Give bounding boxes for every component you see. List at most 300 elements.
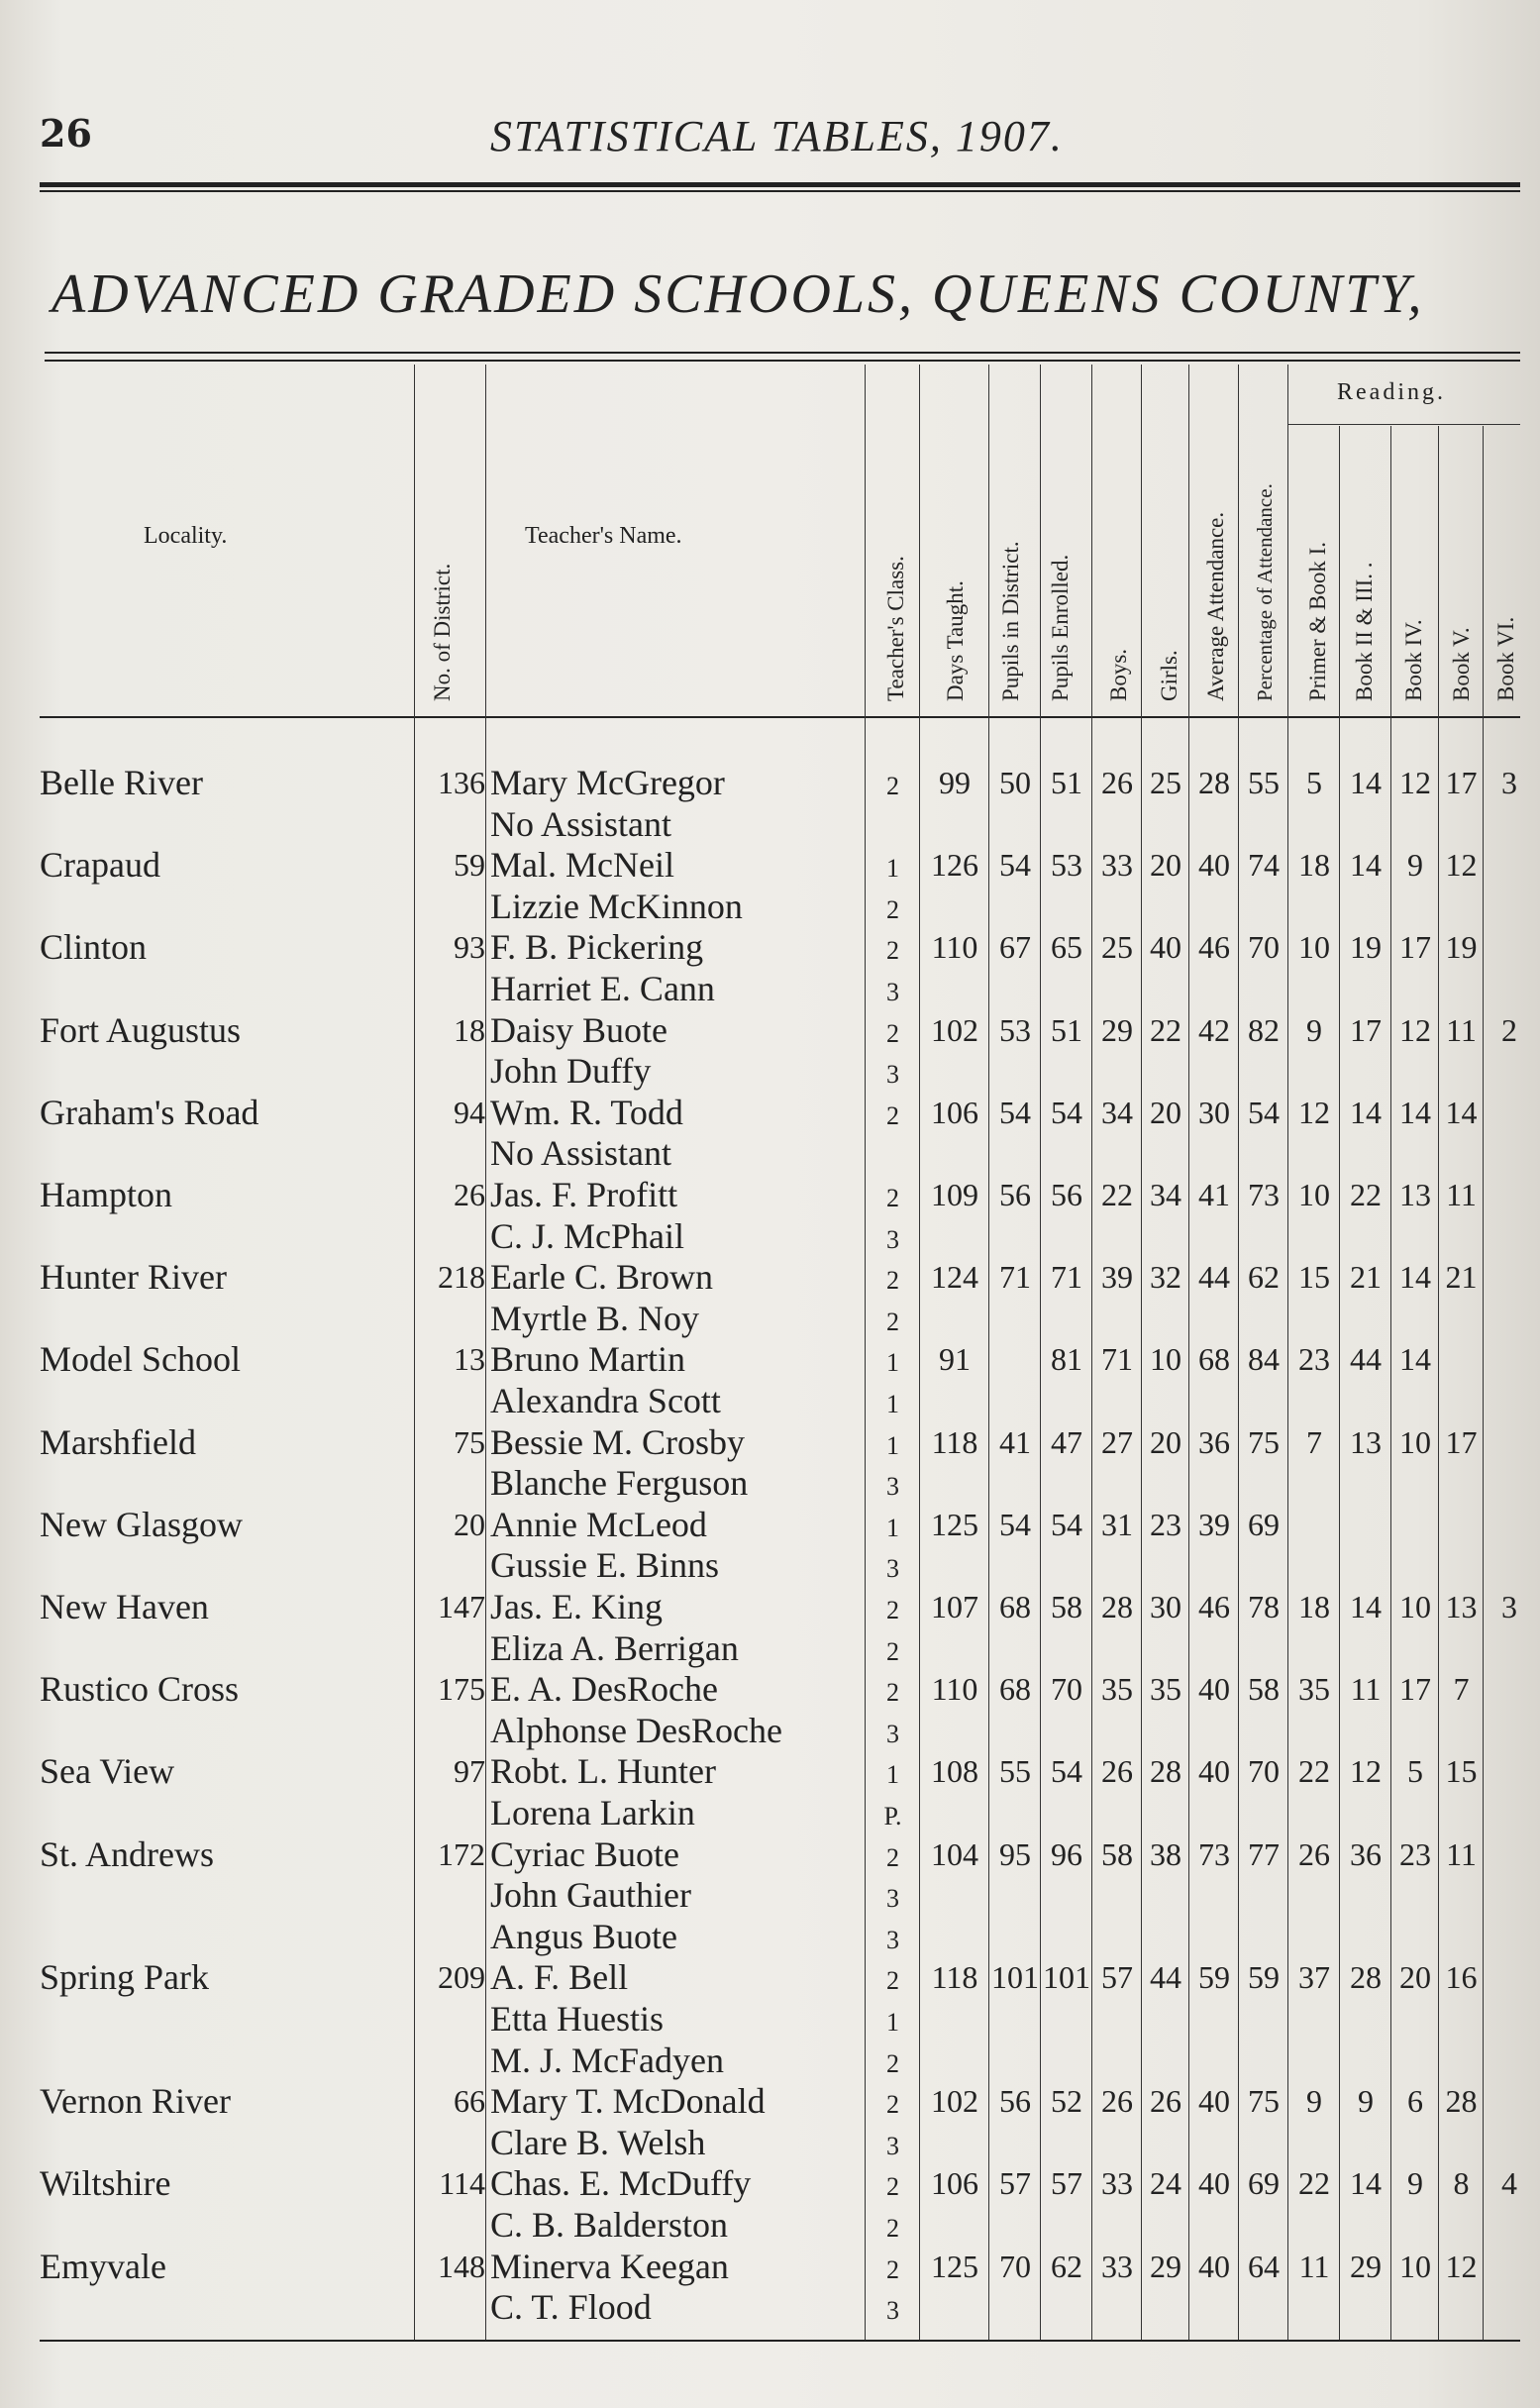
- b4-cell: 13: [1399, 1177, 1431, 1212]
- header-boys: Boys.: [1106, 648, 1131, 701]
- header-days-taught: Days Taught.: [943, 580, 968, 701]
- teacher-name-cell: Robt. L. Hunter: [490, 1751, 716, 1792]
- column-rule: [1483, 426, 1484, 2340]
- column-rule: [1141, 365, 1142, 2340]
- teacher-class-cell: 3: [886, 1884, 899, 1914]
- pd-cell: 95: [999, 1835, 1031, 1872]
- header-pct-attendance: Percentage of Attendance.: [1253, 483, 1277, 701]
- pd-cell: 54: [999, 847, 1031, 884]
- girls-cell: 26: [1150, 2083, 1181, 2120]
- column-rule: [1238, 365, 1239, 2340]
- pe-cell: 58: [1051, 1589, 1082, 1624]
- teacher-name-cell: Earle C. Brown: [490, 1257, 713, 1298]
- avg-cell: 59: [1198, 1959, 1230, 1996]
- teacher-name-cell: Blanche Ferguson: [490, 1463, 749, 1504]
- pe-cell: 51: [1051, 765, 1082, 800]
- teacher-name-cell: Bruno Martin: [490, 1339, 685, 1380]
- pe-cell: 52: [1051, 2083, 1082, 2120]
- primer-cell: 7: [1306, 1423, 1322, 1460]
- b4-cell: 10: [1399, 2248, 1431, 2284]
- b4-cell: 10: [1399, 1423, 1431, 1460]
- b4-cell: 9: [1407, 2165, 1423, 2202]
- teacher-class-cell: 1: [886, 854, 899, 884]
- district-cell: 114: [439, 2165, 485, 2202]
- avg-cell: 46: [1198, 929, 1230, 966]
- girls-cell: 30: [1150, 1589, 1181, 1624]
- teacher-class-cell: 1: [886, 2008, 899, 2037]
- column-rule: [1091, 365, 1092, 2340]
- primer-cell: 26: [1298, 1835, 1330, 1872]
- b5-cell: 13: [1445, 1589, 1478, 1624]
- avg-cell: 40: [1198, 2248, 1230, 2284]
- locality-cell: Marshfield: [40, 1421, 196, 1462]
- b23-cell: 14: [1350, 847, 1382, 884]
- column-rule: [1188, 365, 1189, 2340]
- teacher-name-cell: Cyriac Buote: [490, 1833, 679, 1874]
- pd-cell: 56: [999, 2083, 1031, 2120]
- teacher-class-cell: 2: [886, 1307, 899, 1336]
- girls-cell: 20: [1150, 847, 1181, 884]
- girls-cell: 10: [1150, 1341, 1181, 1378]
- b23-cell: 13: [1350, 1423, 1382, 1460]
- b4-cell: 9: [1407, 847, 1423, 884]
- column-rule: [1390, 426, 1391, 2340]
- days-cell: 125: [931, 2248, 978, 2284]
- primer-cell: 18: [1298, 1589, 1330, 1624]
- days-cell: 108: [931, 1753, 978, 1790]
- teacher-class-cell: 2: [886, 2254, 899, 2284]
- girls-cell: 44: [1150, 1959, 1181, 1996]
- teacher-name-cell: Alphonse DesRoche: [490, 1710, 782, 1750]
- column-rule: [919, 365, 920, 2340]
- pct-cell: 54: [1248, 1094, 1280, 1130]
- teacher-class-cell: 3: [886, 1224, 899, 1254]
- locality-cell: New Haven: [40, 1587, 209, 1626]
- header-avg-attendance: Average Attendance.: [1203, 511, 1228, 701]
- district-cell: 175: [438, 1671, 485, 1708]
- teacher-class-cell: 2: [886, 1678, 899, 1708]
- teacher-name-cell: No Assistant: [490, 1133, 672, 1174]
- pd-cell: 70: [999, 2248, 1031, 2284]
- girls-cell: 20: [1150, 1423, 1181, 1460]
- teacher-name-cell: Wm. R. Todd: [490, 1092, 683, 1132]
- primer-cell: 11: [1298, 2248, 1330, 2284]
- b5-cell: 8: [1453, 2165, 1470, 2202]
- b23-cell: 44: [1350, 1341, 1382, 1378]
- header-teacher-class: Teacher's Class.: [883, 556, 908, 701]
- avg-cell: 41: [1198, 1177, 1230, 1212]
- b4-cell: 14: [1399, 1259, 1431, 1296]
- boys-cell: 25: [1101, 929, 1133, 966]
- pct-cell: 62: [1248, 1259, 1280, 1296]
- days-cell: 106: [931, 2165, 978, 2202]
- pe-cell: 54: [1051, 1753, 1082, 1790]
- avg-cell: 46: [1198, 1589, 1230, 1624]
- b6-cell: 3: [1501, 1589, 1517, 1624]
- pd-cell: 53: [999, 1011, 1031, 1048]
- teacher-name-cell: Chas. E. McDuffy: [490, 2163, 752, 2204]
- teacher-name-cell: Mal. McNeil: [490, 845, 674, 886]
- teacher-class-cell: 2: [886, 936, 899, 966]
- boys-cell: 26: [1101, 2083, 1133, 2120]
- pd-cell: 71: [999, 1259, 1031, 1296]
- locality-cell: Hampton: [40, 1175, 172, 1214]
- pct-cell: 75: [1248, 2083, 1280, 2120]
- teacher-class-cell: 3: [886, 1060, 899, 1090]
- girls-cell: 40: [1150, 929, 1181, 966]
- header-teacher: Teacher's Name.: [525, 523, 682, 549]
- b5-cell: 16: [1445, 1959, 1478, 1996]
- header-reading: Reading.: [1337, 379, 1446, 405]
- teacher-name-cell: Lorena Larkin: [490, 1793, 695, 1832]
- teacher-class-cell: 1: [886, 1513, 899, 1542]
- pe-cell: 62: [1051, 2248, 1082, 2284]
- boys-cell: 26: [1101, 1753, 1133, 1790]
- boys-cell: 33: [1101, 2165, 1133, 2202]
- boys-cell: 28: [1101, 1589, 1133, 1624]
- teacher-name-cell: Gussie E. Binns: [490, 1545, 720, 1586]
- boys-cell: 26: [1101, 765, 1133, 800]
- boys-cell: 71: [1101, 1341, 1133, 1378]
- b23-cell: 14: [1350, 1094, 1382, 1130]
- pe-cell: 56: [1051, 1177, 1082, 1212]
- primer-cell: 23: [1298, 1341, 1330, 1378]
- b4-cell: 12: [1399, 1011, 1431, 1048]
- days-cell: 99: [939, 765, 971, 800]
- teacher-class-cell: 2: [886, 1842, 899, 1872]
- avg-cell: 40: [1198, 1671, 1230, 1708]
- primer-cell: 18: [1298, 847, 1330, 884]
- locality-cell: Vernon River: [40, 2081, 231, 2122]
- b5-cell: 19: [1445, 929, 1478, 966]
- teacher-class-cell: 3: [886, 978, 899, 1006]
- pd-cell: 50: [999, 765, 1031, 800]
- teacher-name-cell: Etta Huestis: [490, 1999, 664, 2039]
- header-district: No. of District.: [430, 563, 455, 701]
- primer-cell: 15: [1298, 1259, 1330, 1296]
- days-cell: 125: [931, 1506, 978, 1542]
- b23-cell: 29: [1350, 2248, 1382, 2284]
- days-cell: 110: [931, 929, 978, 966]
- column-rule: [1040, 365, 1041, 2340]
- locality-cell: Clinton: [40, 927, 148, 968]
- b23-cell: 14: [1350, 765, 1382, 800]
- pe-cell: 54: [1051, 1094, 1082, 1130]
- district-cell: 20: [454, 1506, 485, 1542]
- teacher-name-cell: Alexandra Scott: [490, 1381, 721, 1420]
- pct-cell: 70: [1248, 1753, 1280, 1790]
- boys-cell: 27: [1101, 1423, 1133, 1460]
- locality-cell: Wiltshire: [40, 2163, 171, 2204]
- b5-cell: 28: [1445, 2083, 1478, 2120]
- teacher-class-cell: 3: [886, 2131, 899, 2160]
- teacher-name-cell: Eliza A. Berrigan: [490, 1627, 739, 1668]
- district-cell: 218: [438, 1259, 485, 1296]
- locality-cell: Emyvale: [40, 2246, 166, 2286]
- boys-cell: 35: [1101, 1671, 1133, 1708]
- teacher-name-cell: C. T. Flood: [490, 2287, 652, 2328]
- teacher-name-cell: Bessie M. Crosby: [490, 1421, 746, 1462]
- teacher-class-cell: 2: [886, 772, 899, 800]
- pct-cell: 82: [1248, 1011, 1280, 1048]
- pct-cell: 59: [1248, 1959, 1280, 1996]
- teacher-class-cell: 2: [886, 1184, 899, 1212]
- girls-cell: 24: [1150, 2165, 1181, 2202]
- teacher-class-cell: 2: [886, 1636, 899, 1666]
- pct-cell: 69: [1248, 2165, 1280, 2202]
- teacher-class-cell: 2: [886, 1596, 899, 1624]
- header-book6: Book VI.: [1493, 616, 1518, 701]
- pd-cell: 68: [999, 1589, 1031, 1624]
- district-cell: 136: [438, 765, 485, 800]
- days-cell: 126: [931, 847, 978, 884]
- primer-cell: 22: [1298, 2165, 1330, 2202]
- days-cell: 106: [931, 1094, 978, 1130]
- b6-cell: 2: [1501, 1011, 1517, 1048]
- section-title: ADVANCED GRADED SCHOOLS, QUEENS COUNTY,: [51, 263, 1425, 325]
- pd-cell: 41: [999, 1423, 1031, 1460]
- pe-cell: 54: [1051, 1506, 1082, 1542]
- girls-cell: 29: [1150, 2248, 1181, 2284]
- b23-cell: 11: [1350, 1671, 1382, 1708]
- teacher-class-cell: 2: [886, 1266, 899, 1296]
- locality-cell: Graham's Road: [40, 1092, 259, 1132]
- pd-cell: 55: [999, 1753, 1031, 1790]
- teacher-class-cell: 2: [886, 2048, 899, 2078]
- b4-cell: 5: [1407, 1753, 1423, 1790]
- avg-cell: 39: [1198, 1506, 1230, 1542]
- teacher-name-cell: No Assistant: [490, 803, 672, 844]
- boys-cell: 31: [1101, 1506, 1133, 1542]
- b5-cell: 11: [1446, 1177, 1477, 1212]
- primer-cell: 10: [1298, 929, 1330, 966]
- pe-cell: 101: [1043, 1959, 1090, 1996]
- boys-cell: 58: [1101, 1835, 1133, 1872]
- teacher-name-cell: Mary T. McDonald: [490, 2081, 766, 2122]
- district-cell: 172: [438, 1835, 485, 1872]
- b23-cell: 28: [1350, 1959, 1382, 1996]
- b23-cell: 14: [1350, 2165, 1382, 2202]
- header-bottom-rule: [40, 716, 1520, 718]
- pd-cell: 67: [999, 929, 1031, 966]
- days-cell: 104: [931, 1835, 978, 1872]
- locality-cell: Crapaud: [40, 845, 160, 886]
- teacher-name-cell: A. F. Bell: [490, 1957, 629, 1998]
- teacher-class-cell: 1: [886, 1348, 899, 1378]
- teacher-class-cell: 3: [886, 1719, 899, 1748]
- teacher-name-cell: E. A. DesRoche: [490, 1669, 718, 1710]
- teacher-name-cell: Minerva Keegan: [490, 2246, 729, 2286]
- avg-cell: 42: [1198, 1011, 1230, 1048]
- b4-cell: 6: [1407, 2083, 1423, 2120]
- teacher-name-cell: John Gauthier: [490, 1875, 691, 1916]
- pct-cell: 58: [1248, 1671, 1280, 1708]
- header-book2-3: Book II & III. .: [1352, 562, 1377, 701]
- teacher-name-cell: Daisy Buote: [490, 1009, 667, 1050]
- district-cell: 75: [454, 1423, 485, 1460]
- pd-cell: 56: [999, 1177, 1031, 1212]
- teacher-class-cell: 2: [886, 1018, 899, 1048]
- header-primer: Primer & Book I.: [1305, 542, 1330, 701]
- pct-cell: 70: [1248, 929, 1280, 966]
- teacher-name-cell: John Duffy: [490, 1051, 652, 1092]
- b4-cell: 20: [1399, 1959, 1431, 1996]
- b5-cell: 12: [1445, 2248, 1478, 2284]
- days-cell: 109: [931, 1177, 978, 1212]
- teacher-class-cell: 2: [886, 1100, 899, 1130]
- boys-cell: 33: [1101, 2248, 1133, 2284]
- header-locality: Locality.: [144, 523, 228, 549]
- avg-cell: 68: [1198, 1341, 1230, 1378]
- district-cell: 59: [454, 847, 485, 884]
- avg-cell: 73: [1198, 1835, 1230, 1872]
- teacher-name-cell: Lizzie McKinnon: [490, 886, 743, 926]
- avg-cell: 36: [1198, 1423, 1230, 1460]
- pct-cell: 84: [1248, 1341, 1280, 1378]
- b4-cell: 23: [1399, 1835, 1431, 1872]
- avg-cell: 40: [1198, 847, 1230, 884]
- b5-cell: 21: [1445, 1259, 1478, 1296]
- pe-cell: 47: [1051, 1423, 1082, 1460]
- boys-cell: 22: [1101, 1177, 1133, 1212]
- locality-cell: Spring Park: [40, 1957, 209, 1998]
- pd-cell: 54: [999, 1506, 1031, 1542]
- primer-cell: 37: [1298, 1959, 1330, 1996]
- teacher-class-cell: 2: [886, 2172, 899, 2202]
- teacher-name-cell: Harriet E. Cann: [490, 969, 715, 1008]
- district-cell: 18: [454, 1011, 485, 1048]
- district-cell: 66: [454, 2083, 485, 2120]
- header-book5: Book V.: [1449, 627, 1474, 701]
- teacher-class-cell: 2: [886, 2214, 899, 2243]
- b5-cell: 11: [1446, 1835, 1477, 1872]
- days-cell: 102: [931, 2083, 978, 2120]
- b23-cell: 17: [1350, 1011, 1382, 1048]
- b4-cell: 12: [1399, 765, 1431, 800]
- teacher-name-cell: C. J. McPhail: [490, 1215, 685, 1256]
- teacher-name-cell: Myrtle B. Noy: [490, 1298, 699, 1338]
- pe-cell: 81: [1051, 1341, 1082, 1378]
- b23-cell: 19: [1350, 929, 1382, 966]
- locality-cell: St. Andrews: [40, 1833, 215, 1874]
- girls-cell: 34: [1150, 1177, 1181, 1212]
- b4-cell: 17: [1399, 929, 1431, 966]
- pct-cell: 64: [1248, 2248, 1280, 2284]
- teacher-name-cell: F. B. Pickering: [490, 927, 704, 968]
- reading-header-rule: [1287, 424, 1520, 425]
- teacher-name-cell: M. J. McFadyen: [490, 2040, 724, 2080]
- b5-cell: 14: [1445, 1094, 1478, 1130]
- locality-cell: Rustico Cross: [40, 1669, 240, 1710]
- boys-cell: 39: [1101, 1259, 1133, 1296]
- days-cell: 118: [931, 1423, 978, 1460]
- pd-cell: 101: [991, 1959, 1039, 1996]
- teacher-name-cell: Mary McGregor: [490, 763, 725, 802]
- primer-cell: 10: [1298, 1177, 1330, 1212]
- pct-cell: 55: [1248, 765, 1280, 800]
- b23-cell: 36: [1350, 1835, 1382, 1872]
- column-rule: [1339, 426, 1340, 2340]
- b23-cell: 9: [1358, 2083, 1374, 2120]
- district-cell: 209: [438, 1959, 485, 1996]
- days-cell: 91: [939, 1341, 971, 1378]
- district-cell: 93: [454, 929, 485, 966]
- avg-cell: 30: [1198, 1094, 1230, 1130]
- girls-cell: 38: [1150, 1835, 1181, 1872]
- pe-cell: 57: [1051, 2165, 1082, 2202]
- teacher-class-cell: 1: [886, 1430, 899, 1460]
- pct-cell: 78: [1248, 1589, 1280, 1624]
- b5-cell: 17: [1445, 765, 1478, 800]
- column-rule: [865, 365, 866, 2340]
- days-cell: 110: [931, 1671, 978, 1708]
- teacher-class-cell: 3: [886, 2296, 899, 2326]
- top-double-rule: [40, 182, 1520, 192]
- column-rule: [988, 365, 989, 2340]
- days-cell: 107: [931, 1589, 978, 1624]
- teacher-class-cell: 1: [886, 1760, 899, 1790]
- avg-cell: 40: [1198, 2083, 1230, 2120]
- pct-cell: 69: [1248, 1506, 1280, 1542]
- teacher-class-cell: 3: [886, 1554, 899, 1584]
- district-cell: 94: [454, 1094, 485, 1130]
- pct-cell: 74: [1248, 847, 1280, 884]
- district-cell: 148: [438, 2248, 485, 2284]
- teacher-class-cell: 2: [886, 2090, 899, 2120]
- girls-cell: 23: [1150, 1506, 1181, 1542]
- pe-cell: 51: [1051, 1011, 1082, 1048]
- avg-cell: 40: [1198, 1753, 1230, 1790]
- teacher-name-cell: Clare B. Welsh: [490, 2122, 706, 2162]
- girls-cell: 20: [1150, 1094, 1181, 1130]
- column-rule: [485, 365, 486, 2340]
- district-cell: 26: [454, 1177, 485, 1212]
- primer-cell: 22: [1298, 1753, 1330, 1790]
- column-rule: [1287, 365, 1288, 2340]
- b4-cell: 17: [1399, 1671, 1431, 1708]
- header-book4: Book IV.: [1401, 619, 1426, 701]
- girls-cell: 28: [1150, 1753, 1181, 1790]
- locality-cell: Model School: [40, 1339, 241, 1380]
- b5-cell: 11: [1446, 1011, 1477, 1048]
- pct-cell: 77: [1248, 1835, 1280, 1872]
- teacher-name-cell: Annie McLeod: [490, 1504, 707, 1544]
- girls-cell: 25: [1150, 765, 1181, 800]
- b5-cell: 15: [1445, 1753, 1478, 1790]
- b4-cell: 10: [1399, 1589, 1431, 1624]
- teacher-name-cell: Jas. E. King: [490, 1587, 663, 1626]
- pd-cell: 68: [999, 1671, 1031, 1708]
- teacher-name-cell: Angus Buote: [490, 1916, 677, 1956]
- b4-cell: 14: [1399, 1341, 1431, 1378]
- boys-cell: 33: [1101, 847, 1133, 884]
- avg-cell: 44: [1198, 1259, 1230, 1296]
- pct-cell: 75: [1248, 1423, 1280, 1460]
- header-pupils-district: Pupils in District.: [998, 541, 1023, 701]
- pe-cell: 65: [1051, 929, 1082, 966]
- teacher-class-cell: P.: [883, 1802, 902, 1831]
- column-rule: [414, 365, 415, 2340]
- avg-cell: 28: [1198, 765, 1230, 800]
- locality-cell: New Glasgow: [40, 1504, 243, 1544]
- days-cell: 124: [931, 1259, 978, 1296]
- b4-cell: 14: [1399, 1094, 1431, 1130]
- page-number: 26: [40, 111, 92, 156]
- pct-cell: 73: [1248, 1177, 1280, 1212]
- primer-cell: 12: [1298, 1094, 1330, 1130]
- b5-cell: 7: [1453, 1671, 1470, 1708]
- teacher-class-cell: 3: [886, 1472, 899, 1502]
